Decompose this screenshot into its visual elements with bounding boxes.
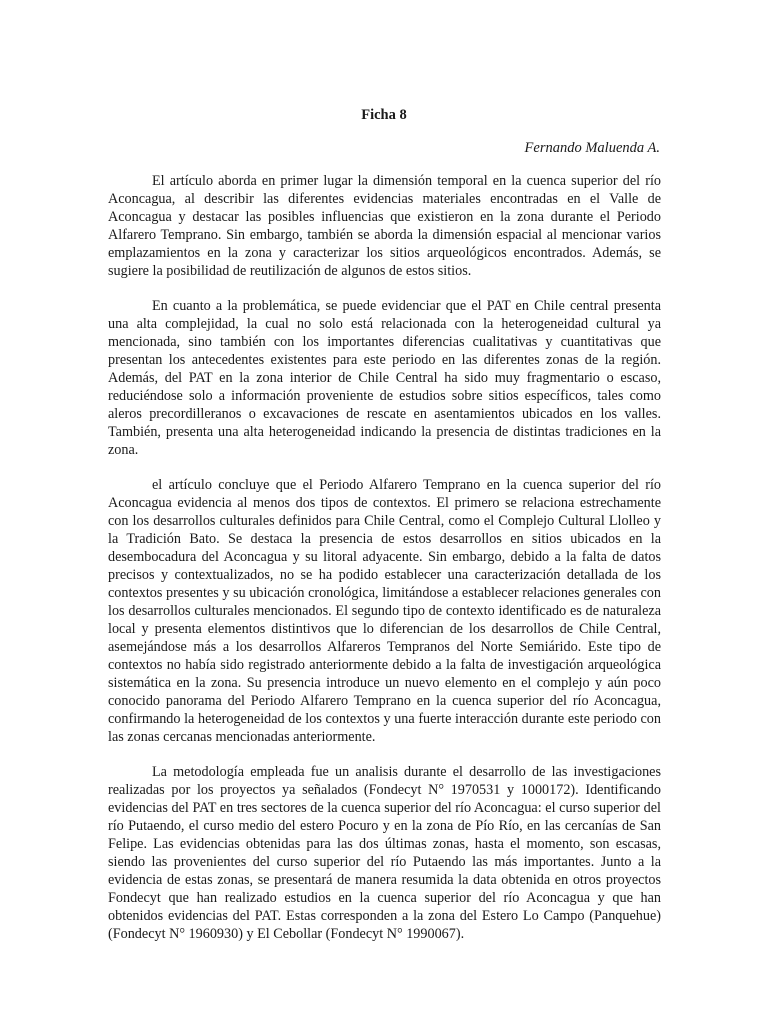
paragraph-4: La metodología empleada fue un analisis durante el desarrollo de las investigaciones realizadas por los proyectos ya señalados (Fondecyt N° 1970531 y 1000172). Identificando evidencias del PAT en tres sectores de la cuenca superior del río Aconcagua: el curso superior del río Putaendo, el curso medio del estero Pocuro y en la zona de Pío Río, en las cercanías de San Felipe. Las evidencias obtenidas para las dos últimas zonas, hasta el momento, son escasas, siendo las provenientes del curso superior del río Putaendo las más importantes. Junto a la evidencia de estas zonas, se presentará de manera resumida la data obtenida en otros proyectos Fondecyt que han realizado estudios en la cuenca superior del río Aconcagua y que han obtenidos evidencias del PAT. Estas corresponden a la zona del Estero Lo Campo (Panquehue) (Fondecyt N° 1960930) y El Cebollar (Fondecyt N° 1990067). bbox=[108, 764, 661, 942]
paragraph-1: El artículo aborda en primer lugar la dimensión temporal en la cuenca superior del río Aconcagua, al describir las diferentes evidencias materiales encontradas en el Valle de Aconcagua y destacar las posibles influencias que existieron en la zona durante el Periodo Alfarero Temprano. Sin embargo, también se aborda la dimensión espacial al mencionar varios emplazamientos en la zona y caracterizar los sitios arqueológicos encontrados. Además, se sugiere la posibilidad de reutilización de algunos de estos sitios. bbox=[108, 173, 661, 279]
document-body bbox=[108, 172, 661, 960]
document-title: Ficha 8 bbox=[361, 107, 407, 123]
document-author: Fernando Maluenda A. bbox=[524, 140, 660, 156]
paragraph-2: En cuanto a la problemática, se puede evidenciar que el PAT en Chile central presenta una alta complejidad, la cual no solo está relacionada con la heterogeneidad cultural ya mencionada, sino también con los importantes diferencias cualitativas y cuantitativas que presentan los antecedentes existentes para este periodo en las diferentes zonas de la región. Además, del PAT en la zona interior de Chile Central ha sido muy fragmentario o escaso, reduciéndose solo a información proveniente de estudios sobre sitios específicos, tales como aleros precordilleranos o excavaciones de rescate en asentamientos ubicados en los valles. También, presenta una alta heterogeneidad indicando la presencia de distintas tradiciones en la zona. bbox=[108, 298, 661, 458]
paragraph-3: el artículo concluye que el Periodo Alfarero Temprano en la cuenca superior del río Aconcagua evidencia al menos dos tipos de contextos. El primero se relaciona estrechamente con los desarrollos culturales definidos para Chile Central, como el Complejo Cultural Llolleo y la Tradición Bato. Se destaca la presencia de estos desarrollos en sitios ubicados en la desembocadura del Aconcagua y su litoral adyacente. Sin embargo, debido a la falta de datos precisos y contextualizados, no se ha podido establecer una caracterización detallada de los contextos presentes y su ubicación cronológica, limitándose a establecer relaciones generales con los desarrollos culturales mencionados. El segundo tipo de contexto identificado es de naturaleza local y presenta elementos distintivos que lo diferencian de los desarrollos de Chile Central, asemejándose más a los desarrollos Alfareros Tempranos del Norte Semiárido. Este tipo de contextos no había sido registrado anteriormente debido a la falta de investigación arqueológica sistemática en la zona. Su presencia introduce un nuevo elemento en el complejo y aún poco conocido panorama del Periodo Alfarero Temprano en la cuenca superior del río Aconcagua, confirmando la heterogeneidad de los contextos y una fuerte interacción durante este periodo con las zonas cercanas mencionadas anteriormente. bbox=[108, 477, 661, 745]
